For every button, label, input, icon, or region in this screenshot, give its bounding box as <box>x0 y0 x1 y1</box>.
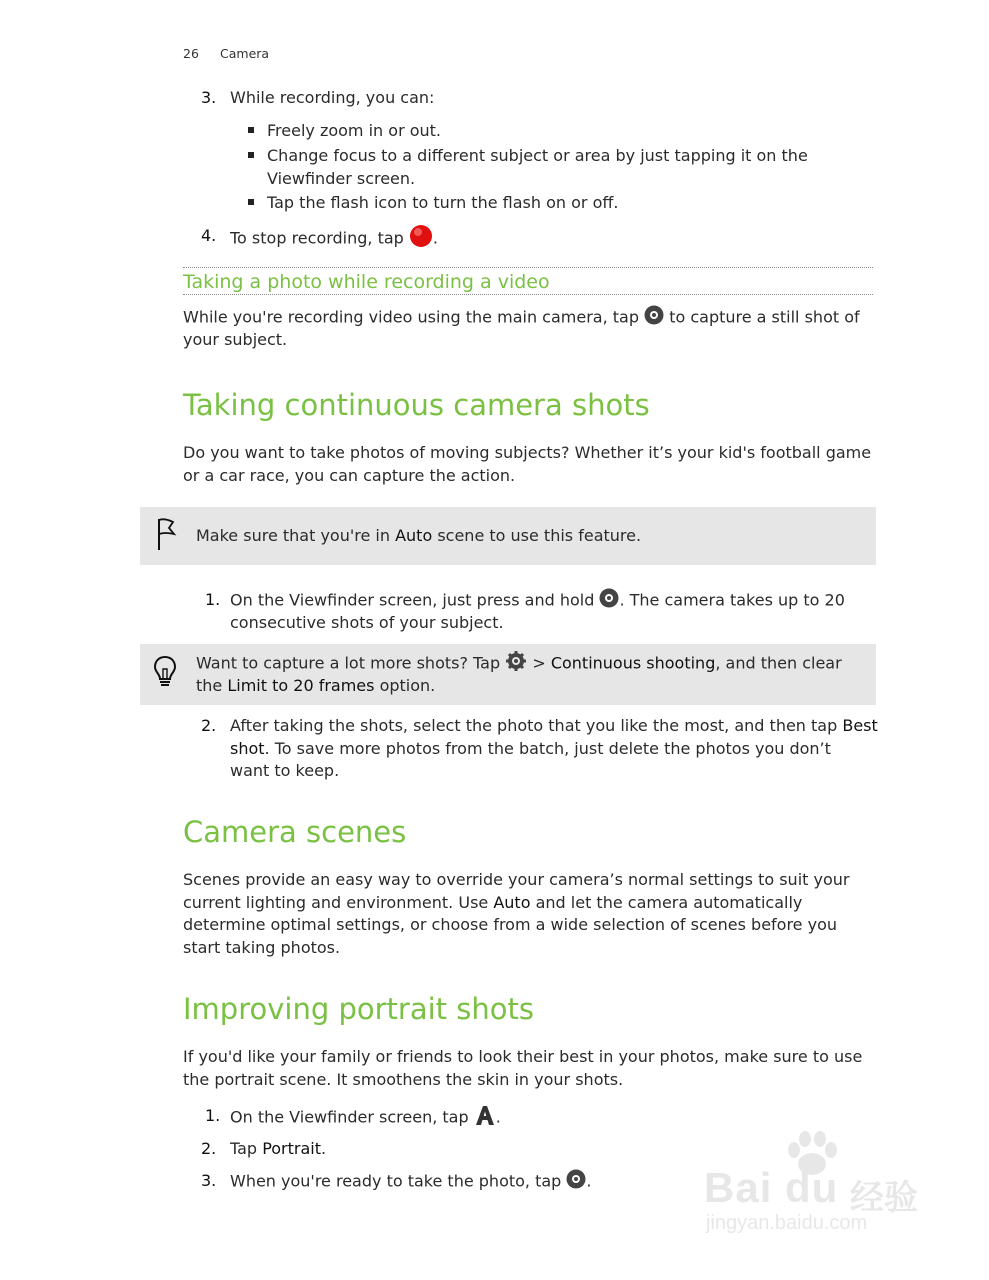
record-stop-icon <box>409 224 433 254</box>
bulb-icon <box>152 654 178 694</box>
step-number: 1. <box>205 590 221 609</box>
paragraph-cont: determine optimal settings, or choose from a wide selection of scenes before you <box>183 915 838 934</box>
settings-gear-icon <box>505 650 527 678</box>
step-text-cont: shot. To save more photos from the batch, just delete the photos you don’t <box>230 739 831 758</box>
watermark-cn: 经验 <box>850 1178 918 1218</box>
section-heading: Camera scenes <box>183 815 407 849</box>
step-number: 3. <box>201 1171 217 1190</box>
tip-box <box>140 644 876 705</box>
scene-auto-icon <box>474 1104 496 1132</box>
divider <box>183 267 873 268</box>
step-text: To stop recording, tap . <box>230 224 438 254</box>
step-text: On the Viewfinder screen, just press and hold . The camera takes up to 20 <box>230 588 845 614</box>
bullet-text: Freely zoom in or out. <box>267 121 442 140</box>
bullet-text-cont: Viewfinder screen. <box>267 169 416 188</box>
shutter-icon <box>566 1169 586 1195</box>
step-text: When you're ready to take the photo, tap . <box>230 1169 592 1195</box>
bullet-text: Tap the flash icon to turn the flash on or off. <box>267 193 619 212</box>
paragraph: While you're recording video using the main camera, tap to capture a still shot of <box>183 305 860 331</box>
step-number: 3. <box>201 88 217 107</box>
flag-icon <box>154 516 178 556</box>
bullet-icon <box>248 199 254 205</box>
shutter-icon <box>644 305 664 331</box>
step-number: 2. <box>201 716 217 735</box>
paragraph-cont: your subject. <box>183 330 288 349</box>
watermark <box>700 1130 940 1240</box>
step-text: After taking the shots, select the photo that you like the most, and then tap Best <box>230 716 878 735</box>
paragraph-cont: or a car race, you can capture the action. <box>183 466 516 485</box>
bullet-text: Change focus to a different subject or area by just tapping it on the <box>267 146 808 165</box>
step-text-cont: consecutive shots of your subject. <box>230 613 504 632</box>
section-heading: Improving portrait shots <box>183 992 534 1026</box>
tip-text-cont: the Limit to 20 frames option. <box>196 676 436 695</box>
shutter-icon <box>599 588 619 614</box>
bullet-icon <box>248 127 254 133</box>
divider <box>183 294 873 295</box>
note-box <box>140 507 876 565</box>
step-text: On the Viewfinder screen, tap . <box>230 1104 501 1132</box>
note-text: Make sure that you're in Auto scene to use this feature. <box>196 526 642 545</box>
paragraph-cont: the portrait scene. It smoothens the skin in your shots. <box>183 1070 624 1089</box>
step-text: While recording, you can: <box>230 88 435 107</box>
paragraph: If you'd like your family or friends to look their best in your photos, make sure to use <box>183 1047 863 1066</box>
paragraph-cont: current lighting and environment. Use Auto and let the camera automatically <box>183 893 803 912</box>
tip-text: Want to capture a lot more shots? Tap > Continuous shooting, and then clear <box>196 650 842 678</box>
step-text-cont: want to keep. <box>230 761 340 780</box>
paragraph: Do you want to take photos of moving subjects? Whether it’s your kid's football game <box>183 443 872 462</box>
section-title: Camera <box>220 46 270 61</box>
paragraph-cont: start taking photos. <box>183 938 341 957</box>
paragraph: Scenes provide an easy way to override your camera’s normal settings to suit your <box>183 870 850 889</box>
section-heading: Taking continuous camera shots <box>183 388 650 422</box>
bullet-icon <box>248 152 254 158</box>
step-number: 2. <box>201 1139 217 1158</box>
subsection-heading: Taking a photo while recording a video <box>183 271 550 293</box>
watermark-url: jingyan.baidu.com <box>706 1212 868 1234</box>
watermark-brand: Bai du <box>704 1164 839 1211</box>
step-number: 1. <box>205 1106 221 1125</box>
step-text: Tap Portrait. <box>230 1139 327 1158</box>
step-number: 4. <box>201 226 217 245</box>
page-number: 26 <box>183 46 199 61</box>
